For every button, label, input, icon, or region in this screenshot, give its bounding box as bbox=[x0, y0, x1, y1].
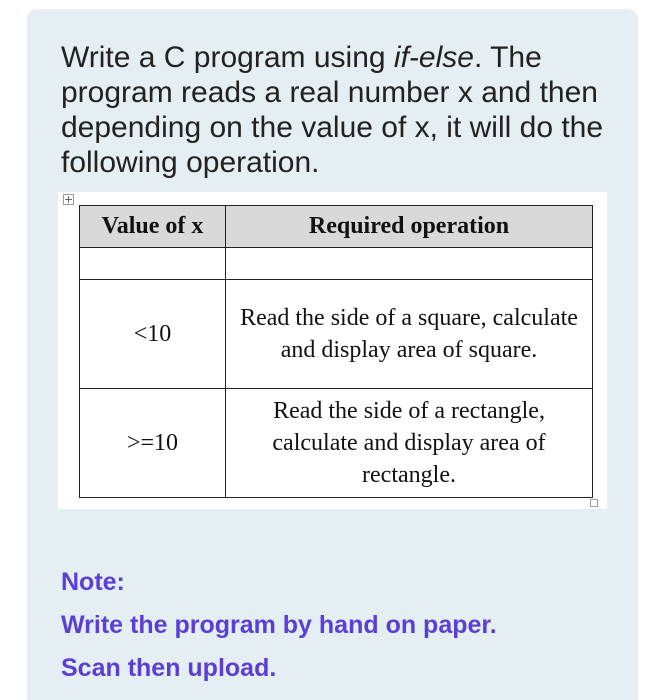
note-section bbox=[61, 561, 621, 690]
table-row bbox=[80, 280, 593, 389]
note-line-1: Write the program by hand on paper. bbox=[61, 611, 497, 639]
table-cell-operation: Read the side of a rectangle, calculate and display area of rectangle. bbox=[226, 389, 593, 498]
table-cell-value bbox=[80, 248, 226, 280]
question-text-part2: . The program reads a real number x and then depending on the value of x, it will do the following operation. bbox=[61, 41, 604, 179]
note-line-2: Scan then upload. bbox=[61, 654, 277, 682]
table-cell-operation: Read the side of a square, calculate and display area of square. bbox=[226, 280, 593, 389]
table-row bbox=[80, 389, 593, 498]
header-required-operation: Required operation bbox=[226, 206, 593, 248]
table-row bbox=[80, 248, 593, 280]
question-text-part1: Write a C program using bbox=[61, 41, 394, 74]
table-cell-value: <10 bbox=[80, 280, 226, 389]
question-text-keyword: if-else bbox=[393, 41, 474, 74]
operations-table bbox=[79, 205, 593, 498]
table-resize-handle-icon[interactable] bbox=[590, 499, 598, 507]
table-cell-operation bbox=[226, 248, 593, 280]
note-title: Note: bbox=[61, 568, 125, 596]
header-value-of-x: Value of x bbox=[80, 206, 226, 248]
table-move-handle-icon[interactable] bbox=[63, 194, 74, 205]
table-header-row bbox=[80, 206, 593, 248]
question-text bbox=[61, 40, 621, 180]
table-container bbox=[58, 192, 607, 509]
table-cell-value: >=10 bbox=[80, 389, 226, 498]
